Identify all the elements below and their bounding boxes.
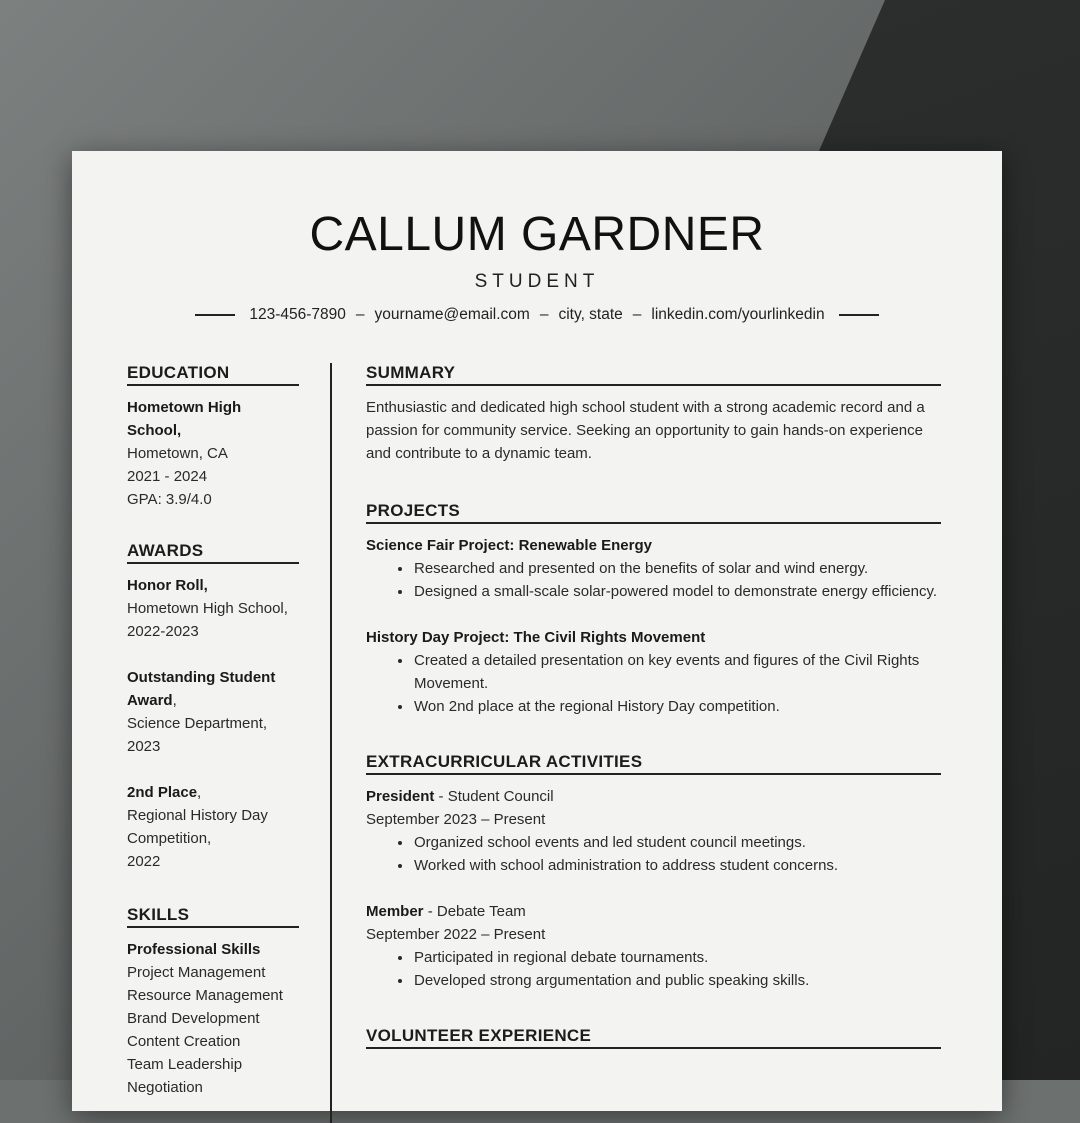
resume-role: STUDENT: [474, 271, 600, 292]
activity-bullet: • Organized school events and led student council meetings.: [413, 831, 941, 854]
award-detail: 2022-2023: [127, 623, 199, 640]
activity-role: Member: [366, 903, 424, 920]
award-detail: Regional History Day Competition,: [127, 807, 268, 847]
project-name: Science Fair Project: Renewable Energy: [366, 537, 652, 554]
award-suffix: ,: [197, 784, 202, 801]
left-column: [127, 363, 299, 1099]
award-item: [127, 781, 299, 873]
contact-separator: –: [539, 306, 549, 323]
award-item: [127, 574, 299, 643]
section-title-projects: PROJECTS: [366, 501, 941, 524]
section-title-volunteer: VOLUNTEER EXPERIENCE: [366, 1026, 941, 1049]
activity-bullet: • Developed strong argumentation and public speaking skills.: [413, 969, 941, 992]
education-section: [127, 363, 299, 511]
section-title-education: EDUCATION: [127, 363, 299, 386]
section-title-activities: EXTRACURRICULAR ACTIVITIES: [366, 752, 941, 775]
award-suffix: ,: [172, 692, 177, 709]
contact-linkedin: linkedin.com/yourlinkedin: [651, 306, 825, 323]
project-name: History Day Project: The Civil Rights Movement: [366, 629, 706, 646]
contact-location: city, state: [558, 306, 623, 323]
activity-bullet: • Participated in regional debate tournaments.: [413, 946, 941, 969]
skill-item: Project Management: [127, 964, 266, 981]
award-name: Honor Roll,: [127, 577, 208, 594]
activity-item: [366, 785, 941, 877]
award-item: [127, 666, 299, 758]
activity-dates: September 2023 – Present: [366, 811, 546, 828]
award-detail: Hometown High School,: [127, 600, 288, 617]
education-gpa: GPA: 3.9/4.0: [127, 491, 212, 508]
award-detail: 2023: [127, 738, 161, 755]
summary-text: Enthusiastic and dedicated high school student with a strong academic record and a passion for community service. Seeking an opportunity to gain hands-on experience and contribute to a dynamic team.: [366, 399, 925, 462]
award-name: Outstanding Student Award: [127, 669, 276, 709]
activities-section: [366, 752, 941, 992]
activity-role: President: [366, 788, 435, 805]
contact-separator: –: [632, 306, 642, 323]
skill-item: Brand Development: [127, 1010, 260, 1027]
project-bullet: • Won 2nd place at the regional History Day competition.: [413, 695, 941, 718]
column-divider: [330, 363, 332, 1123]
project-item: [366, 626, 941, 718]
skill-item: Team Leadership: [127, 1056, 243, 1073]
skill-item: Resource Management: [127, 987, 283, 1004]
resume-page: [72, 151, 1002, 1111]
project-bullet: • Designed a small-scale solar-powered model to demonstrate energy efficiency.: [413, 580, 941, 603]
right-column: [366, 363, 941, 1059]
education-years: 2021 - 2024: [127, 468, 208, 485]
contact-rule-right: [839, 314, 879, 316]
award-detail: Science Department,: [127, 715, 268, 732]
contact-line: [72, 306, 1002, 324]
skills-subtitle: Professional Skills: [127, 941, 261, 958]
skill-item: Negotiation: [127, 1079, 203, 1096]
project-bullet: • Created a detailed presentation on key events and figures of the Civil Rights Movement.: [413, 649, 941, 695]
section-title-skills: SKILLS: [127, 905, 299, 928]
award-name: 2nd Place: [127, 784, 198, 801]
education-location: Hometown, CA: [127, 445, 228, 462]
activity-dates: September 2022 – Present: [366, 926, 546, 943]
award-detail: 2022: [127, 853, 161, 870]
section-title-summary: SUMMARY: [366, 363, 941, 386]
contact-phone: 123-456-7890: [249, 306, 346, 323]
activity-item: [366, 900, 941, 992]
projects-section: [366, 501, 941, 718]
activity-org: - Debate Team: [423, 903, 526, 920]
project-bullet: • Researched and presented on the benefits of solar and wind energy.: [413, 557, 941, 580]
awards-section: [127, 541, 299, 873]
activity-bullet: • Worked with school administration to address student concerns.: [413, 854, 941, 877]
summary-section: [366, 363, 941, 465]
contact-email: yourname@email.com: [374, 306, 530, 323]
contact-rule-left: [195, 314, 235, 316]
skill-item: Content Creation: [127, 1033, 241, 1050]
project-item: [366, 534, 941, 603]
activity-org: - Student Council: [434, 788, 554, 805]
section-title-awards: AWARDS: [127, 541, 299, 564]
skills-section: [127, 905, 299, 1099]
contact-separator: –: [355, 306, 365, 323]
education-school: Hometown High School,: [127, 399, 242, 439]
volunteer-section: [366, 1026, 941, 1049]
resume-name: CALLUM GARDNER: [309, 208, 765, 261]
